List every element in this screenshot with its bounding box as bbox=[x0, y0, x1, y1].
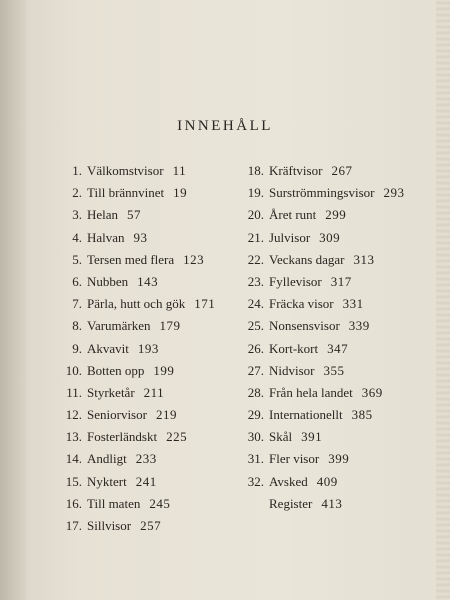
chapter-number: 4. bbox=[72, 229, 82, 245]
chapter-title: Kort-kort bbox=[269, 340, 319, 356]
chapter-number: 10. bbox=[65, 362, 82, 378]
page-number: 317 bbox=[330, 273, 352, 289]
chapter-number: 21. bbox=[247, 229, 264, 245]
chapter-title: Julvisor bbox=[269, 229, 311, 245]
page-number: 245 bbox=[149, 495, 171, 511]
chapter-title: Botten opp bbox=[87, 362, 145, 378]
page-number: 369 bbox=[361, 384, 383, 400]
chapter-title: Till brännvinet bbox=[87, 185, 165, 201]
chapter-number: 8. bbox=[72, 318, 82, 334]
toc-entry bbox=[232, 160, 412, 182]
toc-entry bbox=[232, 204, 412, 226]
toc-entry bbox=[50, 404, 235, 426]
toc-entry bbox=[50, 382, 235, 404]
chapter-number: 24. bbox=[247, 296, 264, 312]
toc-heading: INNEHÅLL bbox=[177, 118, 273, 134]
toc-entry bbox=[232, 426, 412, 448]
toc-entry bbox=[50, 448, 235, 470]
chapter-title: Till maten bbox=[87, 495, 141, 511]
chapter-number: 30. bbox=[247, 429, 264, 445]
chapter-title: Fräcka visor bbox=[269, 296, 334, 312]
chapter-number: 27. bbox=[247, 362, 264, 378]
page-number: 11 bbox=[172, 163, 187, 178]
chapter-number: 9. bbox=[72, 340, 82, 356]
chapter-number: 13. bbox=[65, 429, 82, 445]
page-number: 409 bbox=[316, 473, 338, 489]
chapter-number: 14. bbox=[65, 451, 82, 467]
chapter-title: Fyllevisor bbox=[269, 273, 322, 289]
binding-shadow bbox=[0, 0, 26, 600]
toc-entry bbox=[232, 249, 412, 271]
toc-entry bbox=[50, 271, 235, 293]
chapter-number: 23. bbox=[247, 273, 264, 289]
chapter-number: 15. bbox=[65, 473, 82, 489]
chapter-number: 26. bbox=[247, 340, 264, 356]
chapter-title: Sillvisor bbox=[87, 518, 132, 533]
page-number: 391 bbox=[301, 429, 323, 445]
toc-entry bbox=[50, 182, 235, 204]
chapter-number: 32. bbox=[247, 473, 264, 489]
page-number: 225 bbox=[166, 429, 188, 445]
chapter-number: 25. bbox=[247, 318, 264, 334]
page-number: 199 bbox=[153, 362, 175, 378]
toc-entry bbox=[50, 227, 235, 249]
toc-column-left bbox=[50, 160, 235, 537]
chapter-title: Pärla, hutt och gök bbox=[87, 296, 186, 312]
page-number: 309 bbox=[319, 229, 341, 245]
chapter-title: Surströmmingsvisor bbox=[269, 185, 375, 201]
toc-entry bbox=[232, 182, 412, 204]
page-number: 219 bbox=[155, 407, 177, 423]
chapter-title: Välkomstvisor bbox=[87, 163, 164, 178]
chapter-title: Veckans dagar bbox=[269, 251, 345, 267]
page-number: 257 bbox=[140, 518, 162, 533]
page-number: 385 bbox=[351, 407, 373, 423]
chapter-title: Året runt bbox=[269, 207, 317, 223]
chapter-title: Från hela landet bbox=[269, 384, 353, 400]
chapter-title: Fosterländskt bbox=[87, 429, 158, 445]
page-number: 313 bbox=[353, 251, 375, 267]
chapter-number: 29. bbox=[247, 407, 264, 423]
page-number: 267 bbox=[331, 163, 353, 178]
chapter-number: 20. bbox=[247, 207, 264, 223]
chapter-number: 18. bbox=[247, 163, 264, 178]
page-number: 211 bbox=[143, 384, 165, 400]
page-number: 171 bbox=[194, 296, 216, 312]
toc-entry bbox=[232, 404, 412, 426]
toc-entry bbox=[232, 360, 412, 382]
page-number: 331 bbox=[342, 296, 364, 312]
chapter-number: 31. bbox=[247, 451, 264, 467]
chapter-title: Internationellt bbox=[269, 407, 343, 423]
page-number: 233 bbox=[135, 451, 157, 467]
chapter-number: 19. bbox=[247, 185, 264, 201]
toc-entry-register bbox=[232, 493, 412, 515]
toc-entry bbox=[50, 515, 235, 537]
chapter-title: Nyktert bbox=[87, 473, 127, 489]
chapter-number: 11. bbox=[66, 384, 82, 400]
page-number: 299 bbox=[325, 207, 347, 223]
page-number: 57 bbox=[127, 207, 142, 223]
chapter-number: 7. bbox=[72, 296, 82, 312]
chapter-title: Varumärken bbox=[87, 318, 151, 334]
page-number: 143 bbox=[137, 273, 159, 289]
chapter-number: 1. bbox=[72, 163, 82, 178]
page-number: 241 bbox=[135, 473, 157, 489]
chapter-number: 2. bbox=[72, 185, 82, 201]
chapter-title: Halvan bbox=[87, 229, 125, 245]
chapter-title: Nubben bbox=[87, 273, 129, 289]
toc-entry bbox=[50, 315, 235, 337]
chapter-title: Nonsensvisor bbox=[269, 318, 340, 334]
toc-entry bbox=[50, 338, 235, 360]
page-number: 399 bbox=[328, 451, 350, 467]
toc-entry bbox=[232, 471, 412, 493]
chapter-title: Akvavit bbox=[87, 340, 129, 356]
toc-entry bbox=[50, 204, 235, 226]
toc-entry bbox=[50, 249, 235, 271]
toc-entry bbox=[50, 426, 235, 448]
toc-entry bbox=[232, 382, 412, 404]
page-number: 93 bbox=[133, 229, 148, 245]
chapter-number: 5. bbox=[72, 251, 82, 267]
toc-entry bbox=[50, 493, 235, 515]
toc-entry bbox=[232, 227, 412, 249]
page-number: 123 bbox=[183, 251, 205, 267]
chapter-title: Andligt bbox=[87, 451, 127, 467]
page-number: 293 bbox=[383, 185, 405, 201]
toc-entry bbox=[50, 360, 235, 382]
chapter-number: 16. bbox=[65, 495, 82, 511]
toc-entry bbox=[232, 315, 412, 337]
chapter-number: 28. bbox=[247, 384, 264, 400]
chapter-title: Avsked bbox=[269, 473, 308, 489]
chapter-number: 3. bbox=[72, 207, 82, 223]
toc-entry bbox=[50, 160, 235, 182]
chapter-title: Nidvisor bbox=[269, 362, 315, 378]
toc-column-right bbox=[232, 160, 412, 515]
chapter-title: Tersen med flera bbox=[87, 251, 175, 267]
page-edge bbox=[436, 0, 450, 600]
toc-entry bbox=[50, 471, 235, 493]
chapter-title: Kräftvisor bbox=[269, 163, 323, 178]
page-number: 339 bbox=[348, 318, 370, 334]
chapter-title: Seniorvisor bbox=[87, 407, 147, 423]
chapter-title: Skål bbox=[269, 429, 293, 445]
chapter-number: 22. bbox=[247, 251, 264, 267]
page-number: 193 bbox=[137, 340, 159, 356]
register-page-number: 413 bbox=[321, 495, 343, 511]
toc-entry bbox=[232, 338, 412, 360]
page-number: 19 bbox=[173, 185, 188, 201]
chapter-number: 12. bbox=[65, 407, 82, 423]
register-title: Register bbox=[269, 495, 313, 511]
chapter-number: 6. bbox=[72, 273, 82, 289]
page-number: 179 bbox=[159, 318, 181, 334]
page-number: 355 bbox=[323, 362, 345, 378]
chapter-number: 17. bbox=[65, 518, 82, 533]
chapter-title: Helan bbox=[87, 207, 119, 223]
toc-entry bbox=[232, 293, 412, 315]
toc-entry bbox=[232, 448, 412, 470]
toc-entry bbox=[232, 271, 412, 293]
chapter-title: Styrketår bbox=[87, 384, 135, 400]
chapter-title: Fler visor bbox=[269, 451, 320, 467]
page-number: 347 bbox=[327, 340, 349, 356]
toc-entry bbox=[50, 293, 235, 315]
